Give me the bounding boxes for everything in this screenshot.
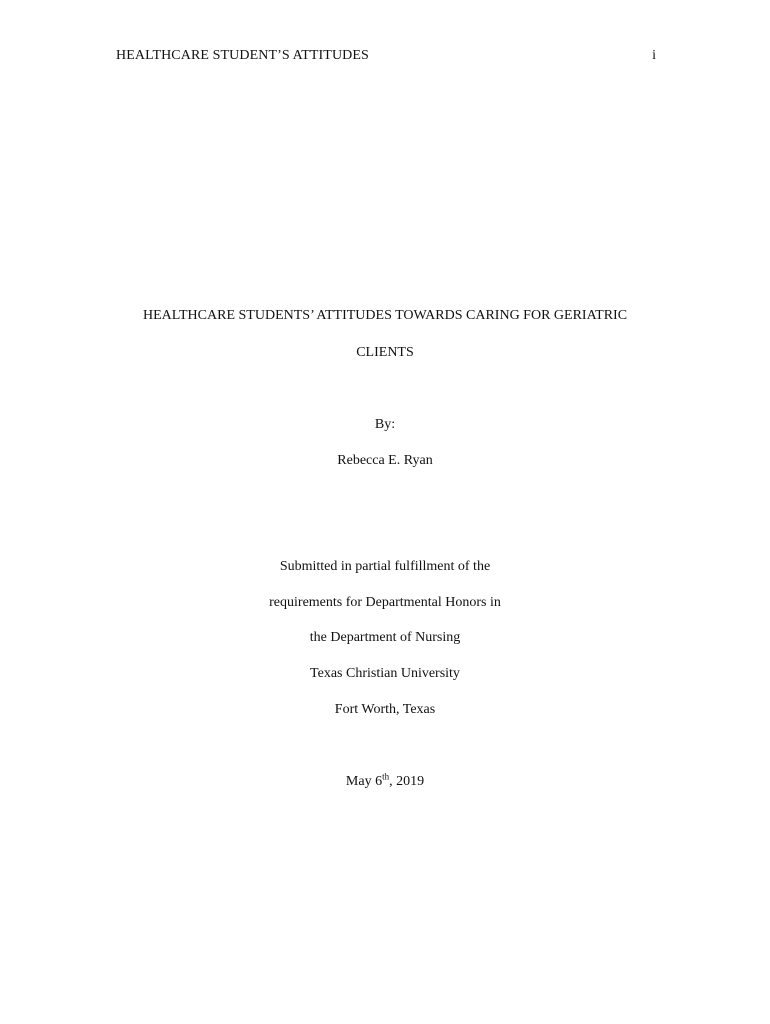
submission-line-4: Texas Christian University [310,666,460,681]
submission-date [0,771,770,790]
page-number: i [652,48,656,63]
date-suffix: , 2019 [389,774,425,789]
date-superscript: th [382,771,390,782]
running-head-title: HEALTHCARE STUDENT’S ATTITUDES [116,48,369,63]
submission-line-1: Submitted in partial fulfillment of the [279,559,491,574]
title-line-1: HEALTHCARE STUDENTS’ ATTITUDES TOWARDS CARING FOR GERIATRIC [142,308,628,323]
submission-line-5: Fort Worth, Texas [334,702,436,717]
submission-line-3: the Department of Nursing [309,630,461,645]
title-line-2: CLIENTS [356,345,414,360]
by-label: By: [374,417,396,432]
submission-line-2: requirements for Departmental Honors in [269,595,501,610]
author-name: Rebecca E. Ryan [337,453,433,468]
date-prefix: May 6 [345,774,383,789]
